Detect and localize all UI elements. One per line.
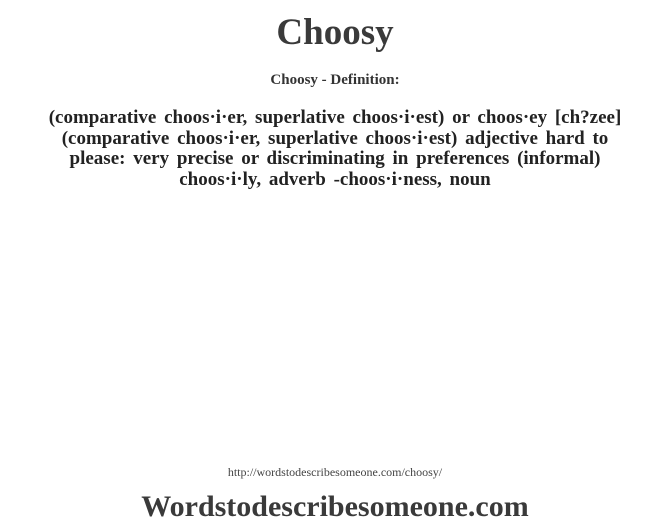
site-brand: Wordstodescribesomeone.com	[141, 490, 529, 523]
source-url: http://wordstodescribesomeone.com/choosy/	[227, 465, 443, 479]
definition-heading: Choosy - Definition:	[270, 72, 400, 88]
page-title: Choosy	[276, 12, 394, 53]
definition-text: (comparative choos·i·er, superlative choos·i·est) or choos·ey [ch?zee] (comparative choos·i·er, superlative choos·i·est) adjective hard to please: very precise or discriminating in preferences (informal) choos·i·ly, adverb -choos·i·ness, noun	[48, 107, 622, 190]
